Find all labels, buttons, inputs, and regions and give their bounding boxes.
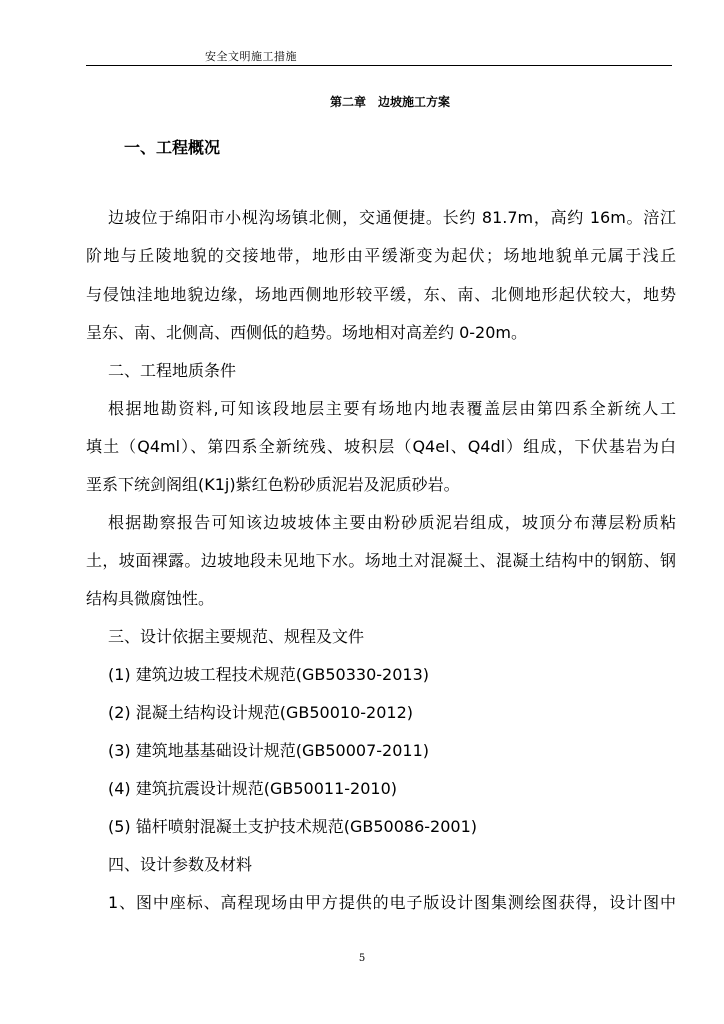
section-heading-references: 三、设计依据主要规范、规程及文件 — [108, 627, 365, 646]
running-header: 安全文明施工措施 — [205, 50, 297, 63]
paragraph-line: 根据勘察报告可知该边坡坡体主要由粉砂质泥岩组成，坡顶分布薄层粉质粘 — [108, 513, 676, 532]
section-heading-geology: 二、工程地质条件 — [108, 361, 237, 380]
list-item: (1) 建筑边坡工程技术规范(GB50330-2013) — [108, 665, 430, 684]
section-heading-parameters: 四、设计参数及材料 — [108, 855, 253, 874]
paragraph-line: 根据地勘资料,可知该段地层主要有场地内地表覆盖层由第四系全新统人工 — [108, 399, 676, 418]
paragraph-line: 1、图中座标、高程现场由甲方提供的电子版设计图集测绘图获得，设计图中 — [108, 893, 676, 912]
list-item: (2) 混凝土结构设计规范(GB50010-2012) — [108, 703, 414, 722]
paragraph-line: 与侵蚀洼地地貌边缘，场地西侧地形较平缓，东、南、北侧地形起伏较大，地势 — [86, 285, 676, 304]
list-item: (4) 建筑抗震设计规范(GB50011-2010) — [108, 779, 398, 798]
paragraph-line: 土，坡面裸露。边坡地段未见地下水。场地土对混凝土、混凝土结构中的钢筋、钢 — [86, 551, 676, 570]
list-item: (5) 锚杆喷射混凝土支护技术规范(GB50086-2001) — [108, 817, 478, 836]
paragraph-line: 边坡位于绵阳市小枧沟场镇北侧，交通便捷。长约 81.7m，高约 16m。涪江 — [108, 208, 676, 227]
section-heading-overview: 一、工程概况 — [124, 138, 221, 157]
chapter-title: 第二章 边坡施工方案 — [330, 95, 451, 109]
paragraph-line: 呈东、南、北侧高、西侧低的趋势。场地相对高差约 0-20m。 — [86, 323, 527, 342]
paragraph-line: 阶地与丘陵地貌的交接地带，地形由平缓渐变为起伏；场地地貌单元属于浅丘 — [86, 246, 676, 265]
paragraph-line: 填土（Q4ml）、第四系全新统残、坡积层（Q4el、Q4dl）组成，下伏基岩为白 — [86, 437, 676, 456]
paragraph-line: 结构具微腐蚀性。 — [86, 589, 215, 608]
header-divider — [86, 65, 672, 66]
paragraph-line: 垩系下统剑阁组(K1j)紫红色粉砂质泥岩及泥质砂岩。 — [86, 475, 460, 494]
list-item: (3) 建筑地基基础设计规范(GB50007-2011) — [108, 741, 430, 760]
page-number: 5 — [358, 953, 366, 964]
